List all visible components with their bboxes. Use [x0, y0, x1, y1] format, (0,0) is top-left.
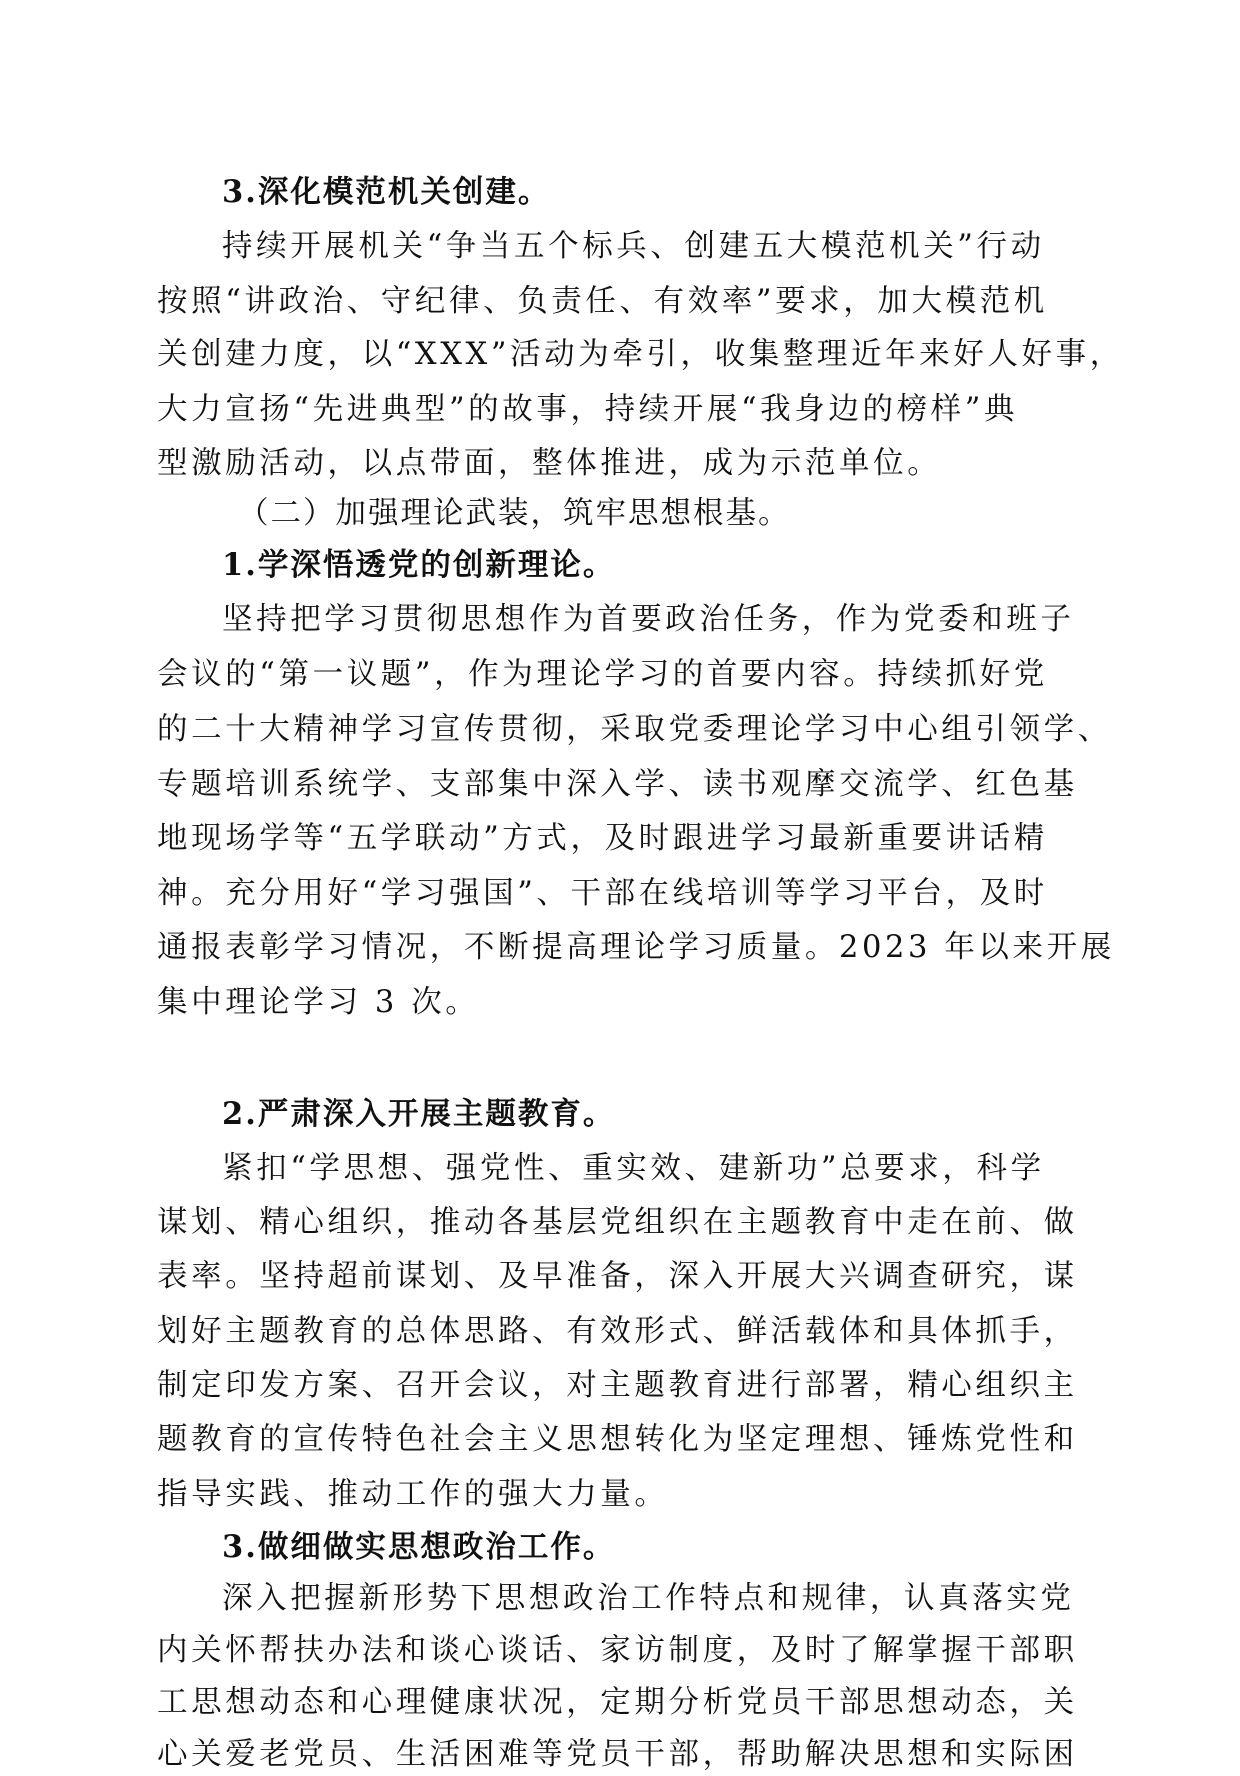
paragraph-line: 持续开展机关“争当五个标兵、创建五大模范机关”行动 [222, 229, 1045, 264]
paragraph-line: 地现场学等“五学联动”方式，及时跟进学习最新重要讲话精 [157, 821, 1048, 856]
paragraph-line: 题教育的宣传特色社会主义思想转化为坚定理想、锤炼党性和 [157, 1422, 1078, 1457]
paragraph-line: 工思想动态和心理健康状况，定期分析党员干部思想动态，关 [157, 1685, 1078, 1720]
paragraph-line: 制定印发方案、召开会议，对主题教育进行部署，精心组织主 [157, 1368, 1078, 1403]
section-heading: 1.学深悟透党的创新理论。 [222, 547, 616, 583]
paragraph-line: 表率。坚持超前谋划、及早准备，深入开展大兴调查研究，谋 [157, 1259, 1078, 1294]
section-heading: 3.深化模范机关创建。 [222, 174, 551, 210]
paragraph-line: 关创建力度，以“XXX”活动为牵引，收集整理近年来好人好事， [157, 337, 1124, 372]
paragraph-line: 指导实践、推动工作的强大力量。 [157, 1477, 669, 1512]
paragraph-line: 心关爱老党员、生活困难等党员干部，帮助解决思想和实际困 [157, 1737, 1078, 1772]
paragraph-line: 谋划、精心组织，推动各基层党组织在主题教育中走在前、做 [157, 1205, 1078, 1240]
paragraph-line: 紧扣“学思想、强党性、重实效、建新功”总要求，科学 [222, 1151, 1045, 1186]
paragraph-line: 型激励活动，以点带面，整体推进，成为示范单位。 [157, 446, 942, 481]
paragraph-line: 神。充分用好“学习强国”、干部在线培训等学习平台，及时 [157, 876, 1048, 911]
paragraph-line: 划好主题教育的总体思路、有效形式、鲜活载体和具体抓手， [157, 1314, 1078, 1349]
paragraph-line: 深入把握新形势下思想政治工作特点和规律，认真落实党 [222, 1581, 1075, 1616]
paragraph-line: 按照“讲政治、守纪律、负责任、有效率”要求，加大模范机 [157, 284, 1048, 319]
paragraph-line: 坚持把学习贯彻思想作为首要政治任务，作为党委和班子 [222, 602, 1075, 637]
section-heading: 3.做细做实思想政治工作。 [222, 1529, 616, 1565]
paragraph-line: 专题培训系统学、支部集中深入学、读书观摩交流学、红色基 [157, 767, 1078, 802]
paragraph-line: 的二十大精神学习宣传贯彻，采取党委理论学习中心组引领学、 [157, 712, 1112, 747]
section-heading: 2.严肃深入开展主题教育。 [222, 1096, 616, 1132]
section-subtitle: （二）加强理论武装，筑牢思想根基。 [238, 496, 791, 531]
paragraph-line: 会议的“第一议题”，作为理论学习的首要内容。持续抓好党 [157, 657, 1048, 692]
paragraph-line: 内关怀帮扶办法和谈心谈话、家访制度，及时了解掌握干部职 [157, 1633, 1078, 1668]
paragraph-line: 集中理论学习 3 次。 [157, 985, 480, 1020]
paragraph-line: 通报表彰学习情况，不断提高理论学习质量。2023 年以来开展 [157, 930, 1115, 965]
paragraph-line: 大力宣扬“先进典型”的故事，持续开展“我身边的榜样”典 [157, 392, 1019, 427]
